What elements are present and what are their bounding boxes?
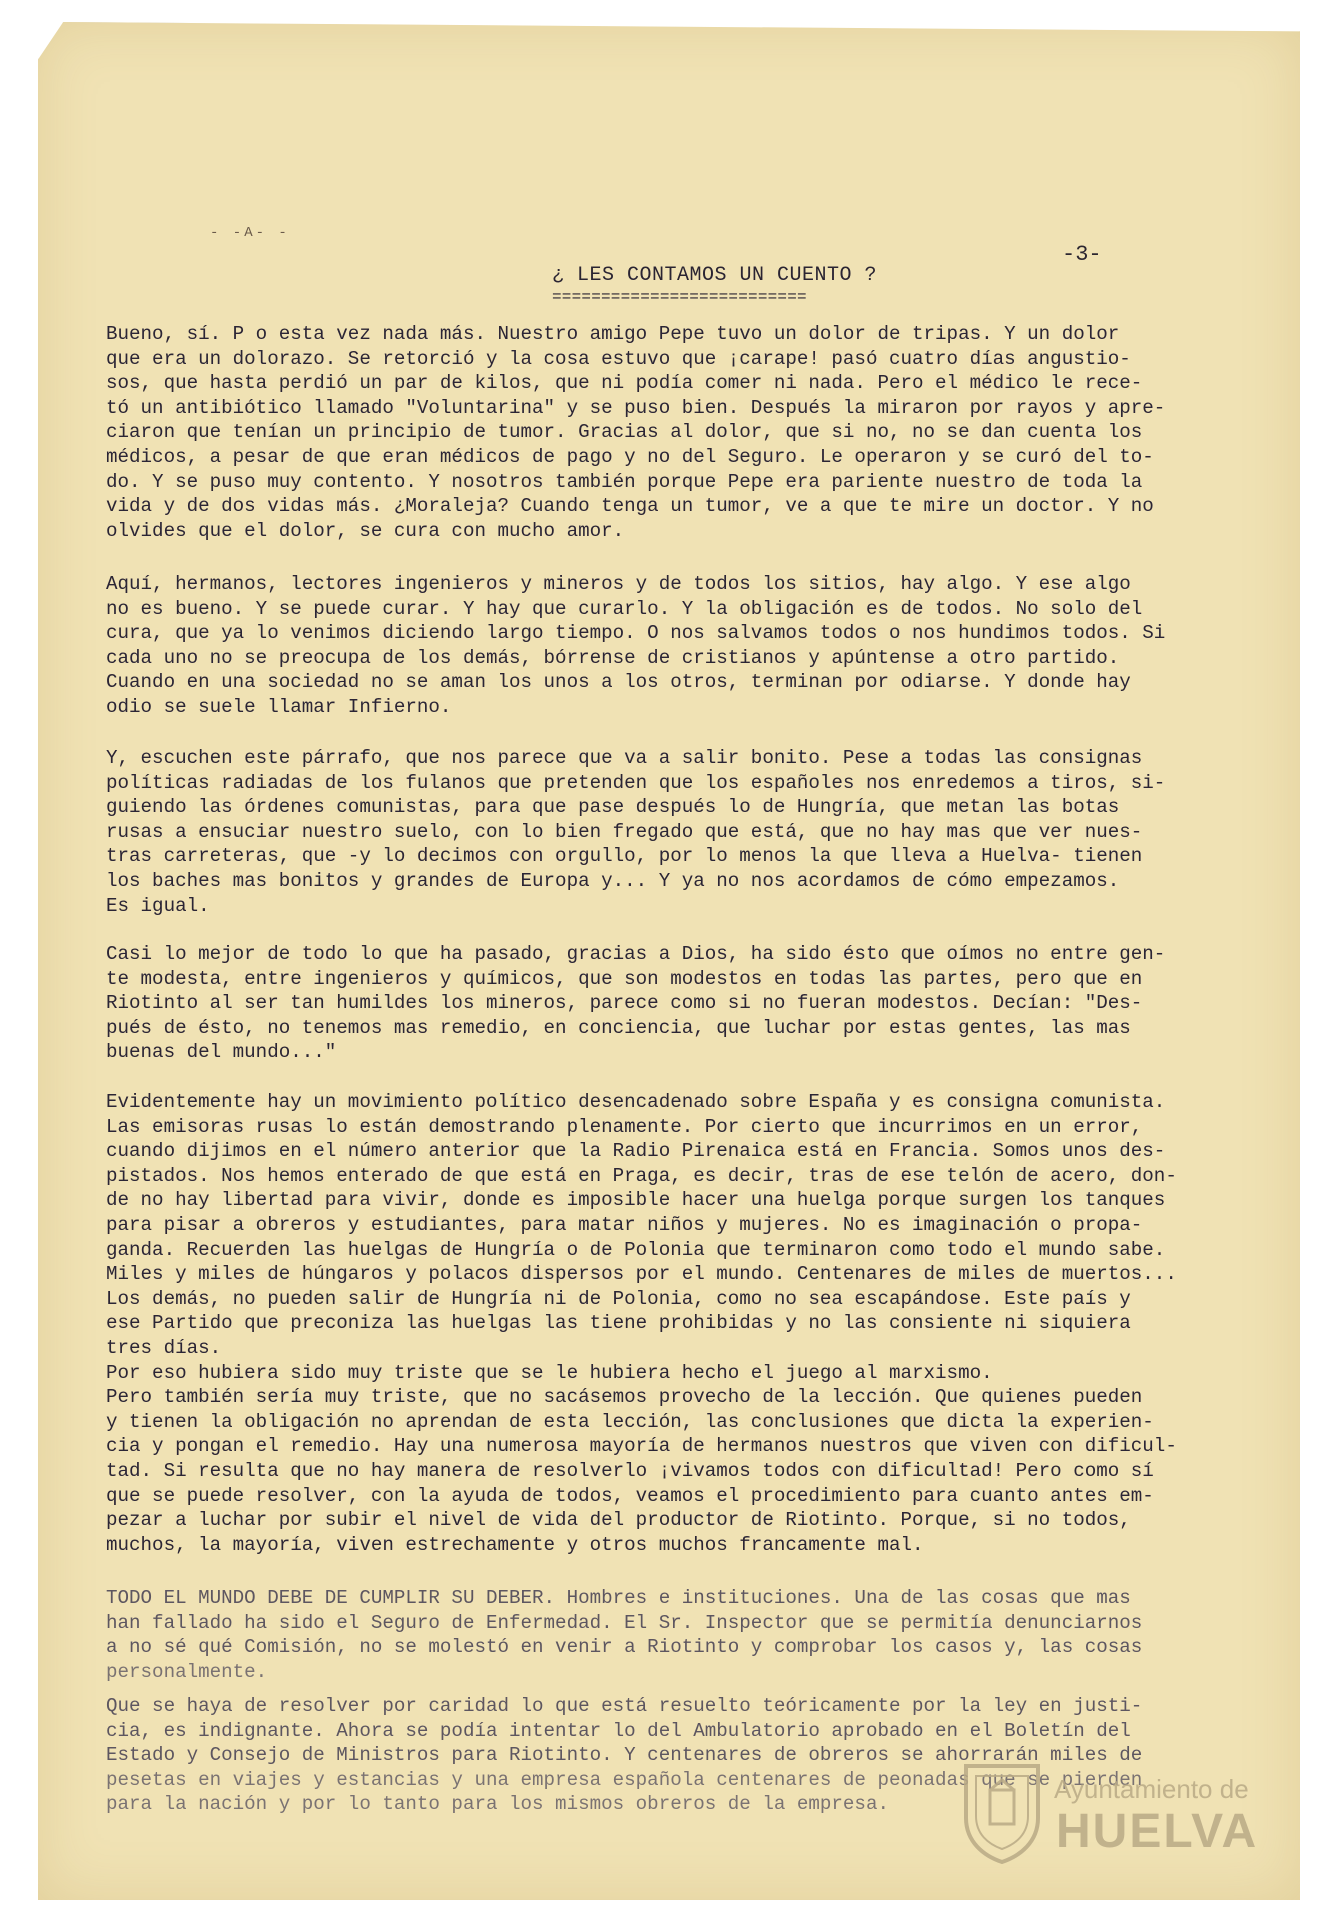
- paragraph-line: cada uno no se preocupa de los demás, bórrense de cristianos y apúntense a otro partido.: [106, 646, 1120, 669]
- paragraph-line: que se puede resolver, con la ayuda de todos, veamos el procedimiento para cuanto antes em-: [106, 1484, 1154, 1507]
- paragraph-1: [106, 322, 1236, 543]
- paragraph-line: vida y de dos vidas más. ¿Moraleja? Cuando tenga un tumor, ve a que te mire un doctor. Y no: [106, 495, 1154, 518]
- title-underline: ==========================: [552, 288, 807, 306]
- paragraph-line: ciaron que tenían un principio de tumor. Gracias al dolor, que si no, no se dan cuenta los: [106, 421, 1143, 444]
- paragraph-line: médicos, a pesar de que eran médicos de pago y no del Seguro. Le operaron y se curó del to-: [106, 445, 1154, 468]
- paragraph-line: Que se haya de resolver por caridad lo que está resuelto teóricamente por la ley en justi-: [106, 1695, 1143, 1717]
- paragraph-line: no es bueno. Y se puede curar. Y hay que curarlo. Y la obligación es de todos. No solo del: [106, 597, 1143, 620]
- document-title: ¿ LES CONTAMOS UN CUENTO ?: [552, 264, 878, 287]
- paragraph-line: olvides que el dolor, se cura con mucho amor.: [106, 519, 625, 542]
- paragraph-line: pezar a luchar por subir el nivel de vida del productor de Riotinto. Porque, si no todos,: [106, 1509, 1131, 1532]
- paragraph-5: [106, 1090, 1236, 1557]
- paragraph-line: tres días.: [106, 1336, 222, 1359]
- paragraph-3: [106, 746, 1236, 918]
- paragraph-line: buenas del mundo...": [106, 1041, 337, 1064]
- paragraph-line: cia, es indignante. Ahora se podía intentar lo del Ambulatorio aprobado en el Boletín del: [106, 1719, 1131, 1742]
- paragraph-line: tras carreteras, que -y lo decimos con orgullo, por lo menos la que lleva a Huelva- tienen: [106, 845, 1143, 868]
- paragraph-6: [106, 1586, 1236, 1684]
- paragraph-line: Riotinto al ser tan humildes los mineros, parece como si no fueran modestos. Decían: "Des-: [106, 992, 1143, 1015]
- paragraph-line: Aquí, hermanos, lectores ingenieros y mineros y de todos los sitios, hay algo. Y ese algo: [106, 573, 1131, 595]
- watermark-line-1: Ayuntamiento de: [1054, 1774, 1249, 1804]
- paragraph-4: [106, 942, 1236, 1065]
- paragraph-line: Estado y Consejo de Ministros para Riotinto. Y centenares de obreros se ahorrarán miles de: [106, 1744, 1143, 1767]
- watermark-line-2: HUELVA: [1056, 1805, 1259, 1858]
- paragraph-line: los baches mas bonitos y grandes de Europa y... Y ya no nos acordamos de cómo empezamos.: [106, 869, 1120, 892]
- paragraph-line: cura, que ya lo venimos diciendo largo tiempo. O nos salvamos todos o nos hundimos todos. Si: [106, 622, 1166, 645]
- page-number: -3-: [1062, 242, 1102, 267]
- city-shield-icon: [960, 1760, 1044, 1864]
- paragraph-line: de no hay libertad para vivir, donde es imposible hacer una huelga porque surgen los tanques: [106, 1189, 1166, 1212]
- paragraph-line: políticas radiadas de los fulanos que pretenden que los españoles nos enredemos a tiros, si-: [106, 771, 1166, 794]
- paragraph-line: muchos, la mayoría, viven estrechamente y otros muchos francamente mal.: [106, 1533, 924, 1556]
- stray-mark: - -A- -: [210, 225, 290, 241]
- paragraph-line: que era un dolorazo. Se retorció y la cosa estuvo que ¡carape! pasó cuatro días angustio-: [106, 347, 1131, 370]
- paragraph-line: para pisar a obreros y estudiantes, para matar niños y mujeres. No es imaginación o propa-: [106, 1213, 1143, 1236]
- paragraph-line: Miles y miles de húngaros y polacos dispersos por el mundo. Centenares de miles de muertos...: [106, 1263, 1177, 1286]
- paragraph-line: pesetas en viajes y estancias y una empresa española centenares de peonadas que se pierden: [106, 1768, 1143, 1791]
- paragraph-line: Bueno, sí. P o esta vez nada más. Nuestro amigo Pepe tuvo un dolor de tripas. Y un dolor: [106, 323, 1120, 345]
- ayuntamiento-huelva-watermark: [960, 1760, 1260, 1872]
- paragraph-line: y tienen la obligación no aprendan de esta lección, las conclusiones que dicta la experien-: [106, 1410, 1154, 1433]
- paragraph-line: a no sé qué Comisión, no se molestó en venir a Riotinto y comprobar los casos y, las cosas: [106, 1636, 1143, 1659]
- paragraph-2: [106, 572, 1236, 720]
- paragraph-line: Pero también sería muy triste, que no sacásemos provecho de la lección. Que quienes pueden: [106, 1386, 1143, 1409]
- paragraph-line: odio se suele llamar Infierno.: [106, 695, 452, 718]
- paragraph-line: pués de ésto, no tenemos mas remedio, en conciencia, que luchar por estas gentes, las mas: [106, 1016, 1131, 1039]
- paragraph-line: ese Partido que preconiza las huelgas las tiene prohibidas y no las consiente ni siquiera: [106, 1312, 1131, 1335]
- paragraph-line: rusas a ensuciar nuestro suelo, con lo bien fregado que está, que no hay mas que ver nues-: [106, 820, 1143, 843]
- paragraph-line: guiendo las órdenes comunistas, para que pase después lo de Hungría, que metan las botas: [106, 796, 1120, 819]
- paragraph-line: sos, que hasta perdió un par de kilos, que ni podía comer ni nada. Pero el médico le rece-: [106, 372, 1143, 395]
- paragraph-line: han fallado ha sido el Seguro de Enfermedad. El Sr. Inspector que se permitía denunciarnos: [106, 1611, 1143, 1634]
- paragraph-line: ganda. Recuerden las huelgas de Hungría o de Polonia que terminaron como todo el mundo sabe.: [106, 1238, 1166, 1261]
- paragraph-line: TODO EL MUNDO DEBE DE CUMPLIR SU DEBER. Hombres e instituciones. Una de las cosas que mas: [106, 1587, 1131, 1609]
- paragraph-line: Y, escuchen este párrafo, que nos parece que va a salir bonito. Pese a todas las consignas: [106, 747, 1143, 769]
- paragraph-line: cuando dijimos en el número anterior que la Radio Pirenaica está en Francia. Somos unos des-: [106, 1140, 1166, 1163]
- paragraph-line: do. Y se puso muy contento. Y nosotros también porque Pepe era pariente nuestro de toda la: [106, 470, 1143, 493]
- paragraph-line: Es igual.: [106, 894, 210, 917]
- paragraph-line: Por eso hubiera sido muy triste que se le hubiera hecho el juego al marxismo.: [106, 1361, 993, 1384]
- paragraph-line: tad. Si resulta que no hay manera de resolverlo ¡vivamos todos con dificultad! Pero como sí: [106, 1459, 1154, 1482]
- paragraph-line: Los demás, no pueden salir de Hungría ni de Polonia, como no sea escapándose. Este país y: [106, 1287, 1131, 1310]
- paragraph-line: pistados. Nos hemos enterado de que está en Praga, es decir, tras de ese telón de acero, don-: [106, 1164, 1177, 1187]
- paragraph-line: Casi lo mejor de todo lo que ha pasado, gracias a Dios, ha sido ésto que oímos no entre gen-: [106, 943, 1166, 965]
- paragraph-line: Evidentemente hay un movimiento político desencadenado sobre España y es consigna comunista.: [106, 1091, 1166, 1113]
- paragraph-line: cia y pongan el remedio. Hay una numerosa mayoría de hermanos nuestros que viven con dificul-: [106, 1435, 1177, 1458]
- paragraph-line: Cuando en una sociedad no se aman los unos a los otros, terminan por odiarse. Y donde hay: [106, 671, 1131, 694]
- paragraph-line: personalmente.: [106, 1660, 268, 1683]
- paragraph-line: tó un antibiótico llamado "Voluntarina" y se puso bien. Después la miraron por rayos y apre-: [106, 396, 1166, 419]
- paragraph-line: te modesta, entre ingenieros y químicos, que son modestos en todas las partes, pero que en: [106, 967, 1143, 990]
- paragraph-line: para la nación y por lo tanto para los mismos obreros de la empresa.: [106, 1793, 889, 1816]
- paragraph-line: Las emisoras rusas lo están demostrando plenamente. Por cierto que incurrimos en un error,: [106, 1115, 1143, 1138]
